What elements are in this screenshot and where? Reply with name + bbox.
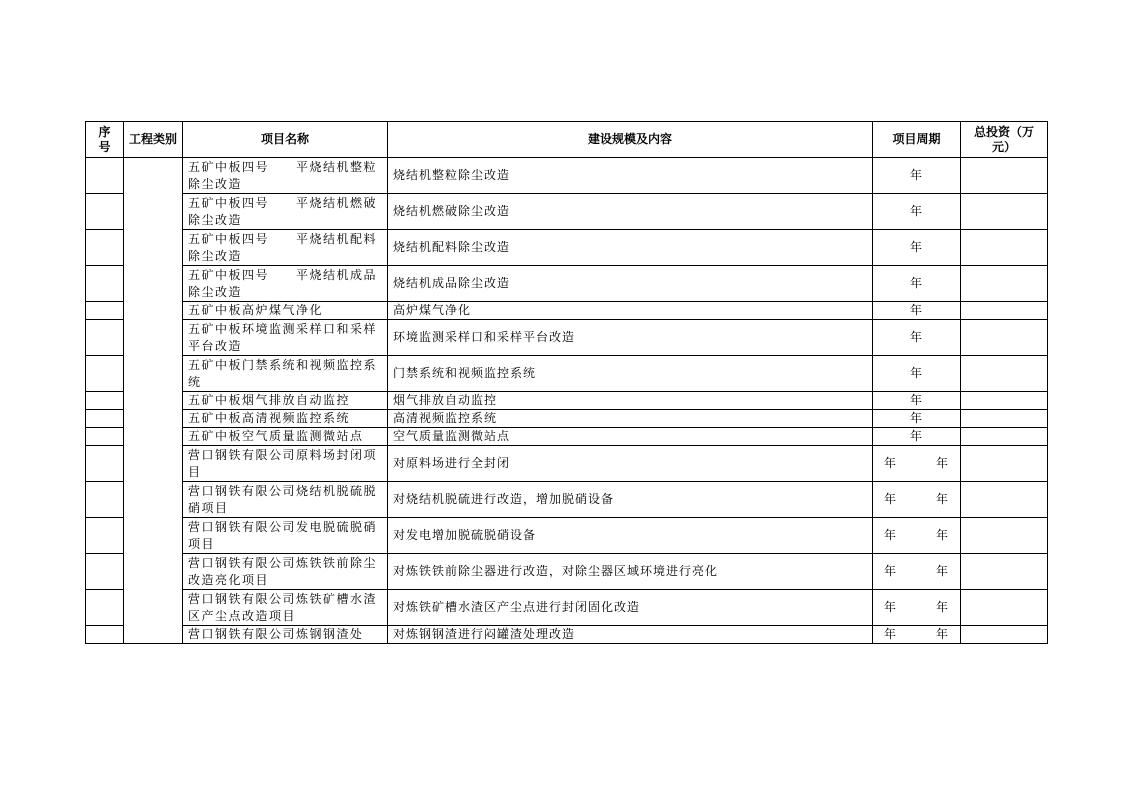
header-row — [86, 122, 1048, 158]
cell-period: 年 — [873, 230, 961, 266]
cell-period: 年 — [873, 194, 961, 230]
table-row — [86, 410, 1048, 428]
cell-period: 年 年 — [873, 518, 961, 554]
cell-investment — [961, 590, 1048, 626]
cell-project-name: 五矿中板空气质量监测微站点 — [183, 428, 388, 446]
cell-seq — [86, 518, 124, 554]
cell-period: 年 — [873, 320, 961, 356]
table-row — [86, 446, 1048, 482]
cell-content: 对烧结机脱硫进行改造，增加脱硝设备 — [388, 482, 873, 518]
cell-content: 烧结机成品除尘改造 — [388, 266, 873, 302]
table-row — [86, 158, 1048, 194]
cell-investment — [961, 428, 1048, 446]
cell-period: 年 — [873, 302, 961, 320]
cell-seq — [86, 626, 124, 644]
cell-period: 年 年 — [873, 626, 961, 644]
cell-seq — [86, 302, 124, 320]
cell-project-name: 营口钢铁有限公司炼铁铁前除尘改造亮化项目 — [183, 554, 388, 590]
cell-seq — [86, 266, 124, 302]
cell-seq — [86, 410, 124, 428]
cell-content: 对炼铁铁前除尘器进行改造，对除尘器区域环境进行亮化 — [388, 554, 873, 590]
cell-period: 年 — [873, 158, 961, 194]
table-row — [86, 554, 1048, 590]
cell-content: 烟气排放自动监控 — [388, 392, 873, 410]
cell-investment — [961, 626, 1048, 644]
cell-content: 对炼钢钢渣进行闷罐渣处理改造 — [388, 626, 873, 644]
table-row — [86, 518, 1048, 554]
cell-seq — [86, 428, 124, 446]
cell-seq — [86, 320, 124, 356]
cell-project-name: 五矿中板环境监测采样口和采样平台改造 — [183, 320, 388, 356]
table-row — [86, 590, 1048, 626]
table-row — [86, 230, 1048, 266]
cell-content: 环境监测采样口和采样平台改造 — [388, 320, 873, 356]
header-name: 项目名称 — [183, 122, 388, 158]
cell-seq — [86, 554, 124, 590]
table-row — [86, 266, 1048, 302]
cell-investment — [961, 230, 1048, 266]
cell-seq — [86, 230, 124, 266]
table-row — [86, 320, 1048, 356]
cell-period: 年 — [873, 428, 961, 446]
cell-period: 年 — [873, 392, 961, 410]
cell-project-name: 营口钢铁有限公司炼钢钢渣处 — [183, 626, 388, 644]
cell-investment — [961, 194, 1048, 230]
cell-project-name: 营口钢铁有限公司原料场封闭项目 — [183, 446, 388, 482]
cell-seq — [86, 194, 124, 230]
cell-content: 门禁系统和视频监控系统 — [388, 356, 873, 392]
cell-project-name: 营口钢铁有限公司炼铁矿槽水渣区产尘点改造项目 — [183, 590, 388, 626]
cell-period: 年 年 — [873, 554, 961, 590]
cell-seq — [86, 392, 124, 410]
cell-investment — [961, 446, 1048, 482]
cell-seq — [86, 158, 124, 194]
project-table — [85, 121, 1048, 644]
cell-project-name: 营口钢铁有限公司烧结机脱硫脱硝项目 — [183, 482, 388, 518]
cell-investment — [961, 266, 1048, 302]
cell-investment — [961, 392, 1048, 410]
cell-project-name: 五矿中板四号 平烧结机成品除尘改造 — [183, 266, 388, 302]
cell-investment — [961, 356, 1048, 392]
cell-seq — [86, 446, 124, 482]
table-row — [86, 194, 1048, 230]
cell-content: 空气质量监测微站点 — [388, 428, 873, 446]
table-row — [86, 392, 1048, 410]
cell-content: 烧结机配料除尘改造 — [388, 230, 873, 266]
table-row — [86, 356, 1048, 392]
table-row — [86, 626, 1048, 644]
cell-period: 年 年 — [873, 482, 961, 518]
cell-period: 年 — [873, 266, 961, 302]
cell-investment — [961, 302, 1048, 320]
table-row — [86, 428, 1048, 446]
cell-category — [124, 158, 183, 644]
table-body — [86, 158, 1048, 644]
header-content: 建设规模及内容 — [388, 122, 873, 158]
cell-project-name: 营口钢铁有限公司发电脱硫脱硝项目 — [183, 518, 388, 554]
cell-period: 年 年 — [873, 446, 961, 482]
header-investment: 总投资（万元） — [961, 122, 1048, 158]
cell-project-name: 五矿中板四号 平烧结机配料除尘改造 — [183, 230, 388, 266]
cell-investment — [961, 518, 1048, 554]
cell-project-name: 五矿中板四号 平烧结机燃破除尘改造 — [183, 194, 388, 230]
cell-period: 年 — [873, 356, 961, 392]
header-period: 项目周期 — [873, 122, 961, 158]
table-row — [86, 302, 1048, 320]
cell-content: 高炉煤气净化 — [388, 302, 873, 320]
cell-investment — [961, 410, 1048, 428]
cell-investment — [961, 158, 1048, 194]
cell-investment — [961, 554, 1048, 590]
cell-period: 年 年 — [873, 590, 961, 626]
cell-content: 烧结机整粒除尘改造 — [388, 158, 873, 194]
cell-project-name: 五矿中板高清视频监控系统 — [183, 410, 388, 428]
cell-period: 年 — [873, 410, 961, 428]
header-category: 工程类别 — [124, 122, 183, 158]
cell-investment — [961, 482, 1048, 518]
cell-seq — [86, 482, 124, 518]
cell-project-name: 五矿中板门禁系统和视频监控系统 — [183, 356, 388, 392]
cell-investment — [961, 320, 1048, 356]
cell-seq — [86, 590, 124, 626]
table-row — [86, 482, 1048, 518]
cell-content: 高清视频监控系统 — [388, 410, 873, 428]
cell-project-name: 五矿中板四号 平烧结机整粒除尘改造 — [183, 158, 388, 194]
header-seq: 序号 — [86, 122, 124, 158]
cell-content: 对原料场进行全封闭 — [388, 446, 873, 482]
cell-project-name: 五矿中板高炉煤气净化 — [183, 302, 388, 320]
cell-content: 烧结机燃破除尘改造 — [388, 194, 873, 230]
cell-content: 对炼铁矿槽水渣区产尘点进行封闭固化改造 — [388, 590, 873, 626]
cell-project-name: 五矿中板烟气排放自动监控 — [183, 392, 388, 410]
cell-content: 对发电增加脱硫脱硝设备 — [388, 518, 873, 554]
cell-seq — [86, 356, 124, 392]
